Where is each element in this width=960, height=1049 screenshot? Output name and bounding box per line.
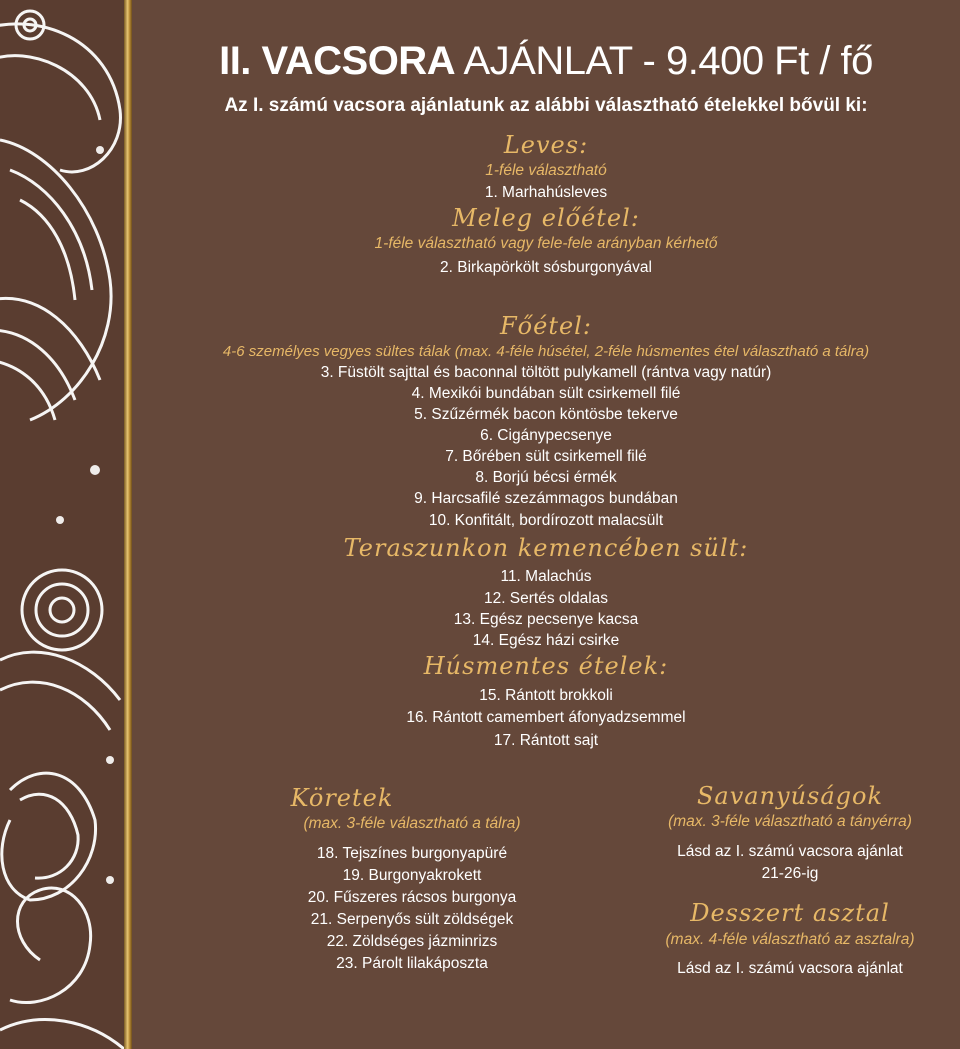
section-note-foetel: 4-6 személyes vegyes sültes tálak (max. 4-féle húsétel, 2-féle húsmentes étel választható a tálra): [222, 343, 870, 360]
menu-page: [132, 0, 960, 1049]
menu-item: 20. Fűszeres rácsos burgonya: [307, 889, 517, 906]
menu-item: 9. Harcsafilé szezámmagos bundában: [414, 490, 678, 507]
menu-item: Lásd az I. számú vacsora ajánlat: [677, 960, 903, 977]
menu-item: 19. Burgonyakrokett: [342, 867, 482, 884]
menu-item: 23. Párolt lilakáposzta: [336, 955, 488, 972]
menu-item: 7. Bőrében sült csirkemell filé: [445, 448, 647, 465]
section-heading-husmentes: Húsmentes ételek:: [423, 652, 669, 680]
section-note-meleg-eloetel: 1-féle választható vagy fele-fele arányban kérhető: [374, 235, 718, 252]
section-heading-desszert: Desszert asztal: [690, 899, 890, 927]
menu-item: 13. Egész pecsenye kacsa: [453, 611, 639, 628]
section-note-koretek: (max. 3-féle választható a tálra): [303, 815, 521, 832]
decorative-ornament-panel: [0, 0, 124, 1049]
menu-item: 12. Sertés oldalas: [483, 590, 609, 607]
menu-item: 15. Rántott brokkoli: [479, 687, 613, 704]
section-heading-leves: Leves:: [503, 131, 589, 159]
menu-item: 16. Rántott camembert áfonyadzsemmel: [406, 709, 686, 726]
paisley-ornament-icon: [0, 0, 124, 1049]
menu-item: 21. Serpenyős sült zöldségek: [310, 911, 514, 928]
section-heading-savanyusagok: Savanyúságok: [696, 782, 884, 810]
menu-item: 8. Borjú bécsi érmék: [475, 469, 617, 486]
menu-item: 22. Zöldséges jázminrizs: [326, 933, 498, 950]
section-note-desszert: (max. 4-féle választható az asztalra): [665, 931, 915, 948]
menu-item: Lásd az I. számú vacsora ajánlat: [677, 843, 903, 860]
section-heading-meleg-eloetel: Meleg előétel:: [452, 204, 640, 232]
menu-item: 10. Konfitált, bordírozott malacsült: [428, 512, 664, 529]
section-heading-foetel: Főétel:: [500, 312, 592, 340]
menu-item: 21-26-ig: [761, 865, 819, 882]
section-note-leves: 1-féle választható: [485, 162, 607, 179]
section-heading-terasz: Teraszunkon kemencében sült:: [343, 534, 749, 562]
menu-item: 5. Szűzérmék bacon köntösbe tekerve: [414, 406, 678, 423]
menu-item: 1. Marhahúsleves: [484, 184, 608, 201]
menu-item: 17. Rántott sajt: [493, 732, 599, 749]
menu-item: 2. Birkapörkölt sósburgonyával: [440, 259, 652, 276]
page-title: II. VACSORA AJÁNLAT - 9.400 Ft / fő: [219, 39, 873, 83]
intro-text: Az I. számú vacsora ajánlatunk az alábbi választható ételekkel bővül ki:: [224, 95, 868, 116]
gold-border: [124, 0, 132, 1049]
menu-item: 4. Mexikói bundában sült csirkemell filé: [411, 385, 681, 402]
menu-item: 6. Cigánypecsenye: [480, 427, 612, 444]
menu-item: 3. Füstölt sajttal és baconnal töltött pulykamell (rántva vagy natúr): [320, 364, 772, 381]
menu-item: 14. Egész házi csirke: [472, 632, 620, 649]
menu-item: 11. Malachús: [500, 568, 592, 585]
section-heading-koretek: Köretek: [290, 784, 394, 812]
menu-item: 18. Tejszínes burgonyapüré: [316, 845, 508, 862]
section-note-savanyusagok: (max. 3-féle választható a tányérra): [668, 813, 912, 830]
